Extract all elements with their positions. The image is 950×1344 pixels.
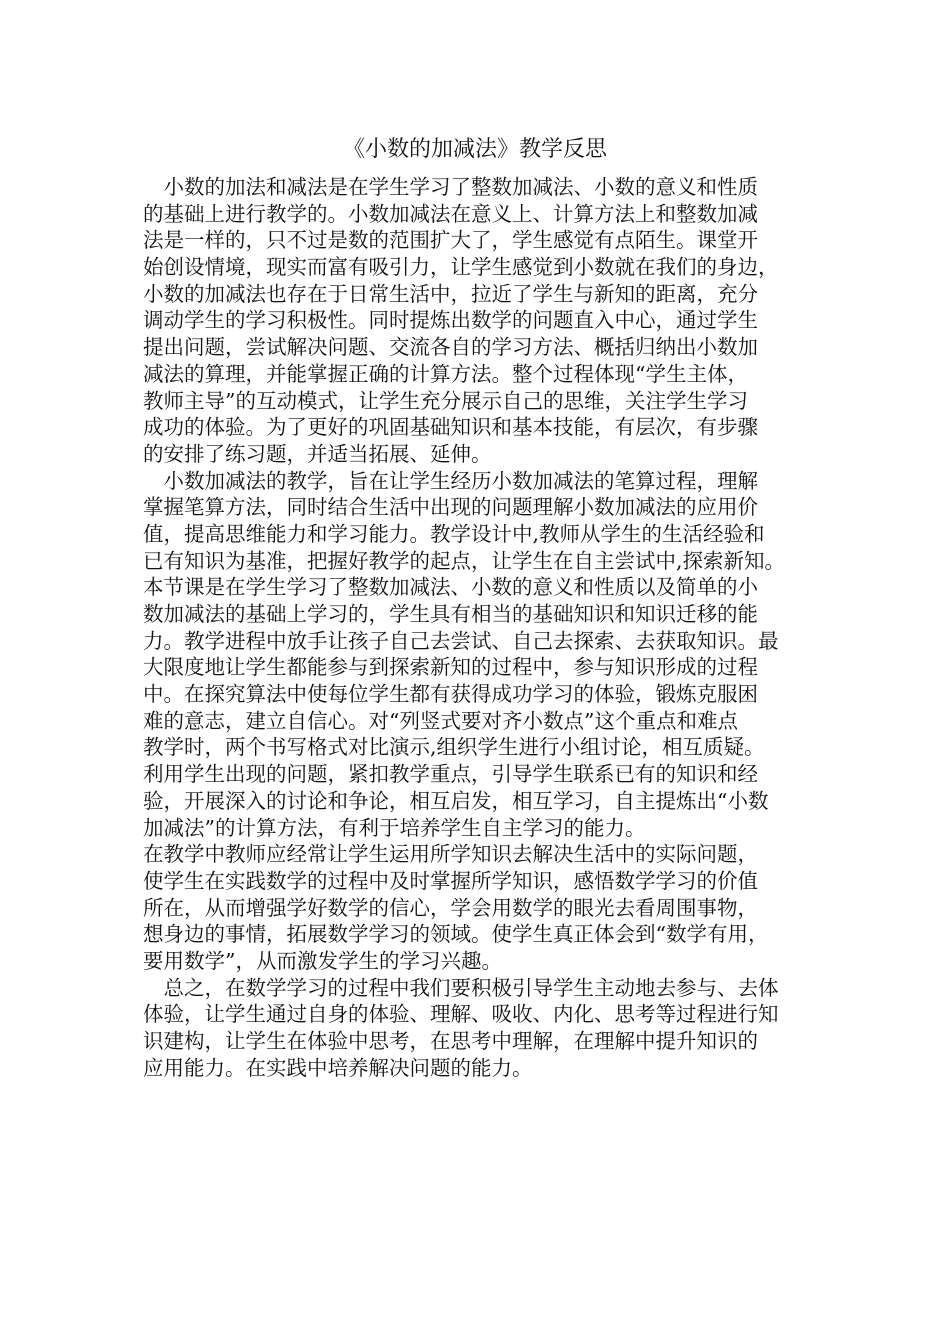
body-line: 提出问题，尝试解决问题、交流各自的学习方法、概括归纳出小数加 <box>143 335 758 360</box>
body-line: 始创设情境，现实而富有吸引力，让学生感觉到小数就在我们的身边， <box>143 255 779 280</box>
body-line: 成功的体验。为了更好的巩固基础知识和基本技能，有层次，有步骤 <box>143 415 758 440</box>
body-line: 在教学中教师应经常让学生运用所学知识去解决生活中的实际问题， <box>143 842 758 867</box>
body-line: 调动学生的学习积极性。同时提炼出数学的问题直入中心，通过学生 <box>143 308 758 333</box>
body-line: 使学生在实践数学的过程中及时掌握所学知识，感悟数学学习的价值 <box>143 868 758 893</box>
body-line: 应用能力。在实践中培养解决问题的能力。 <box>143 1055 533 1080</box>
body-line: 已有知识为基准，把握好教学的起点，让学生在自主尝试中,探索新知。 <box>143 548 786 573</box>
body-line: 掌握笔算方法，同时结合生活中出现的问题理解小数加减法的应用价 <box>143 495 758 520</box>
body-line: 减法的算理，并能掌握正确的计算方法。整个过程体现“学生主体， <box>143 361 748 386</box>
body-line: 小数的加法和减法是在学生学习了整数加减法、小数的意义和性质 <box>143 175 758 199</box>
body-line: 体验，让学生通过自身的体验、理解、吸收、内化、思考等过程进行知 <box>143 1002 779 1027</box>
body-line: 本节课是在学生学习了整数加减法、小数的意义和性质以及简单的小 <box>143 575 758 600</box>
body-line: 的安排了练习题，并适当拓展、延伸。 <box>143 441 492 466</box>
body-line: 所在，从而增强学好数学的信心，学会用数学的眼光去看周围事物， <box>143 895 758 920</box>
body-line: 值，提高思维能力和学习能力。教学设计中,教师从学生的生活经验和 <box>143 521 765 546</box>
body-line: 想身边的事情，拓展数学学习的领域。使学生真正体会到“数学有用， <box>143 922 769 947</box>
body-line: 教师主导”的互动模式，让学生充分展示自己的思维，关注学生学习 <box>143 388 748 413</box>
body-line: 利用学生出现的问题，紧扣教学重点，引导学生联系已有的知识和经 <box>143 762 758 787</box>
body-line: 难的意志，建立自信心。对“列竖式要对齐小数点”这个重点和难点 <box>143 708 738 733</box>
body-line: 加减法”的计算方法，有利于培养学生自主学习的能力。 <box>143 815 646 840</box>
body-line: 总之，在数学学习的过程中我们要积极引导学生主动地去参与、去体 <box>143 975 779 1000</box>
body-line: 验，开展深入的讨论和争论，相互启发，相互学习，自主提炼出“小数 <box>143 788 769 813</box>
body-line: 大限度地让学生都能参与到探索新知的过程中，参与知识形成的过程 <box>143 655 758 680</box>
body-line: 中。在探究算法中使每位学生都有获得成功学习的体验，锻炼克服困 <box>143 682 758 707</box>
document-title: 《小数的加减法》教学反思 <box>342 137 607 162</box>
body-line: 识建构，让学生在体验中思考，在思考中理解，在理解中提升知识的 <box>143 1029 758 1053</box>
body-line: 力。教学进程中放手让孩子自己去尝试、自己去探索、去获取知识。最 <box>143 628 779 653</box>
body-line: 教学时，两个书写格式对比演示,组织学生进行小组讨论，相互质疑。 <box>143 735 765 760</box>
body-line: 数加减法的基础上学习的，学生具有相当的基础知识和知识迁移的能 <box>143 602 758 626</box>
document-body <box>143 174 815 1081</box>
body-line: 的基础上进行教学的。小数加减法在意义上、计算方法上和整数加减 <box>143 201 758 226</box>
body-line: 要用数学”，从而激发学生的学习兴趣。 <box>143 948 502 973</box>
body-line: 法是一样的，只不过是数的范围扩大了，学生感觉有点陌生。课堂开 <box>143 228 758 253</box>
body-line: 小数的加减法也存在于日常生活中，拉近了学生与新知的距离，充分 <box>143 281 758 306</box>
body-line: 小数加减法的教学，旨在让学生经历小数加减法的笔算过程，理解 <box>143 468 758 493</box>
